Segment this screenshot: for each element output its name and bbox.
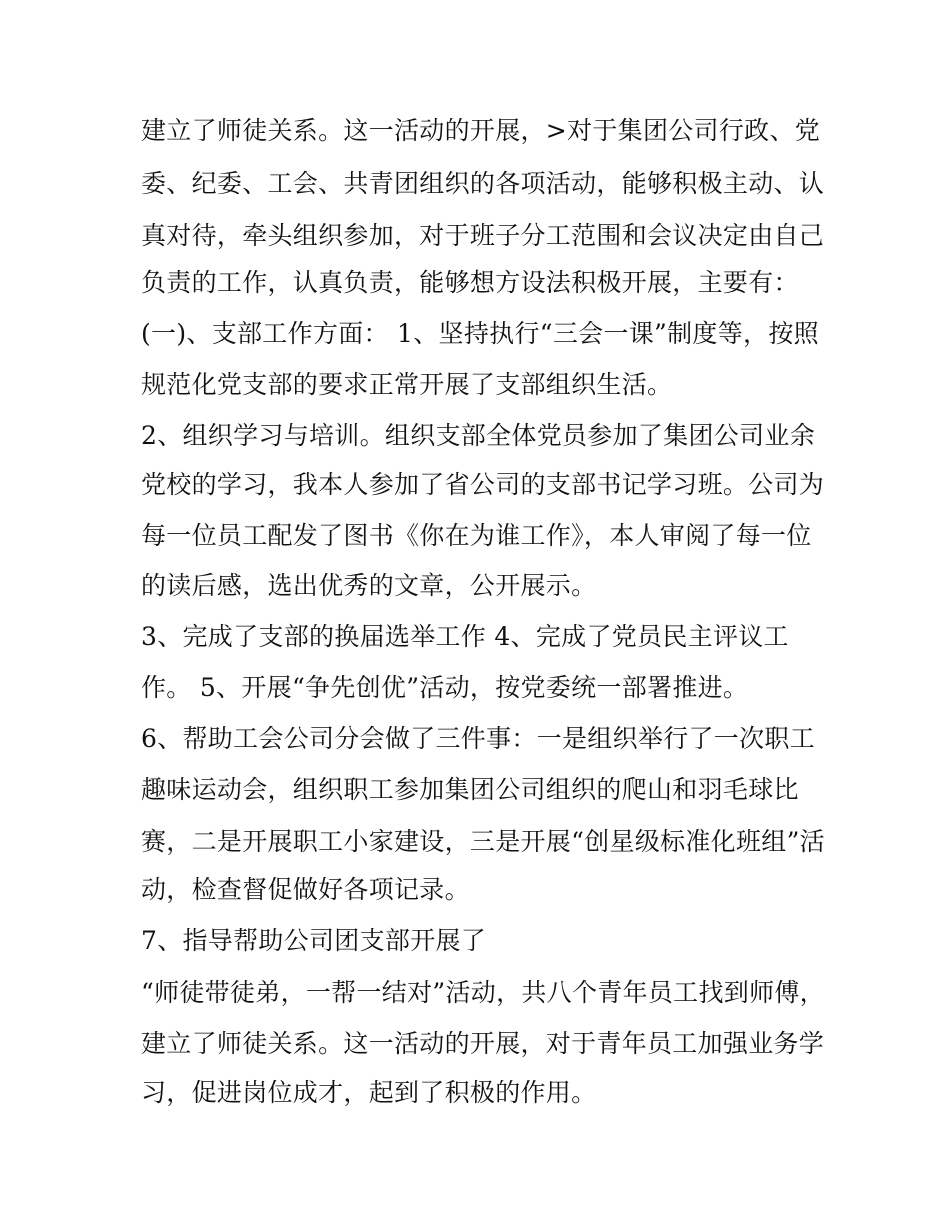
text-line: 真对待，牵头组织参加，对于班子分工范围和会议决定由自己 (141, 221, 825, 250)
text-line: 建立了师徒关系。这一活动的开展，对于青年员工加强业务学 (141, 1029, 825, 1058)
text-line: 党校的学习，我本人参加了省公司的支部书记学习班。公司为 (141, 470, 825, 499)
text-line: 动，检查督促做好各项记录。 (141, 875, 470, 904)
text-line: 7、指导帮助公司团支部开展了 (141, 926, 487, 955)
text-line: 作。 5、开展“争先创优”活动，按党委统一部署推进。 (141, 673, 749, 702)
text-line: 的读后感，选出优秀的文章，公开展示。 (141, 571, 597, 600)
text-line: 6、帮助工会公司分会做了三件事：一是组织举行了一次职工 (141, 724, 816, 753)
text-line: (一)、支部工作方面： 1、坚持执行“三会一课”制度等，按照 (141, 319, 819, 348)
text-line: “师徒带徒弟，一帮一结对”活动，共八个青年员工找到师傅， (141, 978, 825, 1007)
text-line: 规范化党支部的要求正常开展了支部组织生活。 (141, 370, 673, 399)
text-line: 每一位员工配发了图书《你在为谁工作》，本人审阅了每一位 (141, 521, 812, 550)
text-line: 习，促进岗位成才，起到了积极的作用。 (141, 1078, 597, 1107)
text-line: 委、纪委、工会、共青团组织的各项活动，能够积极主动、认 (141, 169, 825, 198)
text-line: 赛，二是开展职工小家建设，三是开展“创星级标准化班组”活 (141, 827, 825, 856)
text-line: 2、组织学习与培训。组织支部全体党员参加了集团公司业余 (141, 421, 816, 450)
text-line: 3、完成了支部的换届选举工作 4、完成了党员民主评议工 (141, 622, 789, 651)
text-line: 负责的工作，认真负责，能够想方设法积极开展，主要有： (141, 268, 799, 297)
text-line: 建立了师徒关系。这一活动的开展，>对于集团公司行政、党 (141, 116, 821, 145)
text-line: 趣味运动会，组织职工参加集团公司组织的爬山和羽毛球比 (141, 775, 799, 804)
